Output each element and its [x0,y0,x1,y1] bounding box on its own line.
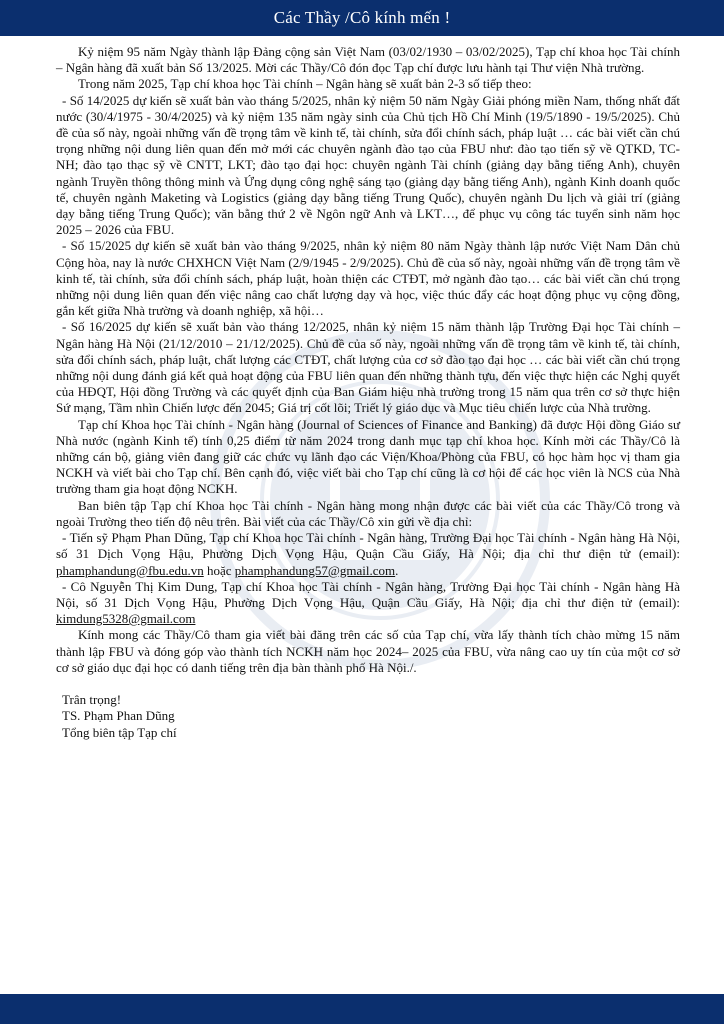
contact-1-connector: hoặc [203,562,235,578]
contact-2 [56,579,680,628]
signature-block [56,692,680,742]
paragraph-issue-14: - Số 14/2025 dự kiến sẽ xuất bản vào tháng 5/2025, nhân kỷ niệm 50 năm Ngày Giải phóng miền Nam, thống nhất đất nước (30/4/1975 - 30/4/2025) và kỷ niệm 135 năm ngày sinh của Chủ tịch Hồ Chí Minh (19/5/1890 - 19/5/2025). Chủ đề của số này, ngoài những vấn đề trọng tâm về kinh tế, tài chính, sửa đổi chính sách, pháp luật … các bài viết cần chú trọng những nội dung liên quan đến mở mới các chuyên ngành đào tạo của FBU như: đào tạo tiến sỹ về QTKD, TC-NH; đào tạo thạc sỹ về CNTT, LKT; đào tạo đại học: chuyên ngành Tài chính (giảng dạy bằng tiếng Anh), chuyên ngành Truyền thông thông minh và Ứng dụng công nghệ sáng tạo (giảng dạy bằng tiếng Anh), ngành Kinh doanh quốc tế, chuyên ngành Maketing và Logistics (giảng dạy bằng tiếng Trung Quốc), chuyên ngành Du lịch và giải trí (giảng dạy bằng tiếng Trung Quốc); văn bằng thứ 2 về Ngôn ngữ Anh và LKT…, để phục vụ công tác tuyển sinh năm học 2025 – 2026 của FBU. [56,92,680,238]
footer-bar [0,994,724,1024]
paragraph-intro: Kỷ niệm 95 năm Ngày thành lập Đảng cộng sản Việt Nam (03/02/1930 – 03/02/2025), Tạp chí khoa học Tài chính – Ngân hàng đã xuất bản Số 13/2025. Mời các Thầy/Cô đón đọc Tạp chí được lưu hành tại Thư viện Nhà trường. [56,44,680,76]
paragraph-closing: Kính mong các Thầy/Cô tham gia viết bài đăng trên các số của Tạp chí, vừa lấy thành tích chào mừng 15 năm thành lập FBU và đóng góp vào thành tích NCKH năm học 2024– 2025 của FBU, vừa nâng cao uy tín của một cơ sở cơ sở giáo dục đại học có danh tiếng trên địa bàn thành phố Hà Nội./. [56,627,680,675]
paragraph-issue-16: - Số 16/2025 dự kiến sẽ xuất bản vào tháng 12/2025, nhân kỷ niệm 15 năm thành lập Trường Đại học Tài chính – Ngân hàng Hà Nội (21/12/2010 – 21/12/2025). Chủ đề của số này, ngoài những vấn đề trọng tâm về kinh tế, tài chính, sửa đổi chính sách, pháp luật, chất lượng các CTĐT, chất lượng của cơ sở đào tạo đại học … các bài viết cần chú trọng những nội dung đánh giá kết quả hoạt động của FBU liên quan đến những thành tựu, đến việc thực hiện các Nghị quyết của HĐQT, Hội đồng Trường và các quyết định của Ban Giám hiệu nhà trường trong 15 năm qua trên cơ sở thực hiện Sứ mạng, Tầm nhìn Chiến lược đến 2045; Giá trị cốt lõi; Triết lý giáo dục và Mục tiêu chiến lược của Nhà trường. [56,319,680,416]
paragraph-submission: Ban biên tập Tạp chí Khoa học Tài chính - Ngân hàng mong nhận được các bài viết của các Thầy/Cô trong và ngoài Trường theo tiến độ nêu trên. Bài viết của các Thầy/Cô xin gửi về địa chỉ: [56,497,680,529]
email-link-3[interactable]: kimdung5328@gmail.com [56,611,196,627]
paragraph-issue-15: - Số 15/2025 dự kiến sẽ xuất bản vào tháng 9/2025, nhân kỷ niệm 80 năm Ngày thành lập nước Việt Nam Dân chủ Cộng hòa, nay là nước CHXHCN Việt Nam (2/9/1945 - 2/9/2025). Chủ đề của số này, ngoài những vấn đề trọng tâm về kinh tế, tài chính, sửa đổi chính sách, pháp luật, hoàn thiện các CTĐT, mở ngành đào tạo… các bài viết cần chú trọng những nội dung liên quan đến việc nâng cao chất lượng dạy và học, việc thúc đẩy các hoạt động phục vụ cộng đồng, gắn kết giữa Nhà trường và doanh nghiệp, xã hội… [56,238,680,319]
email-link-1[interactable]: phamphandung@fbu.edu.vn [56,562,204,578]
signature-greeting: Trân trọng! [62,691,122,707]
letter-body [56,44,680,741]
header-bar [0,0,724,36]
header-title: Các Thầy /Cô kính mến ! [273,8,451,27]
email-link-2[interactable]: phamphandung57@gmail.com [234,562,396,578]
contact-2-text: - Cô Nguyễn Thị Kim Dung, Tạp chí Khoa học Tài chính - Ngân hàng, Trường Đại học Tài chính - Ngân hàng Hà Nội, số 31 Dịch Vọng Hậu, Phường Dịch Vọng Hậu, Quận Cầu Giấy, Hà Nội; địa chỉ thư điện tử (email): [56,578,680,610]
contact-1-text: - Tiến sỹ Phạm Phan Dũng, Tạp chí Khoa học Tài chính - Ngân hàng, Trường Đại học Tài chính - Ngân hàng Hà Nội, số 31 Dịch Vọng Hậu, Phường Dịch Vọng Hậu, Quận Cầu Giấy, Hà Nội; địa chỉ thư điện tử (email): [56,530,680,562]
contact-1 [56,530,680,579]
contact-1-end: . [395,562,399,578]
signature-name: TS. Phạm Phan Dũng [62,708,175,724]
paragraph-plan: Trong năm 2025, Tạp chí khoa học Tài chính – Ngân hàng sẽ xuất bản 2-3 số tiếp theo: [78,76,532,92]
signature-role: Tổng biên tập Tạp chí [62,724,177,740]
paragraph-journal-info: Tạp chí Khoa học Tài chính - Ngân hàng (Journal of Sciences of Finance and Banking) đã được Hội đồng Giáo sư Nhà nước (ngành Kinh tế) tính 0,25 điểm từ năm 2024 trong danh mục tạp chí khoa học. Kính mời các Thầy/Cô là những cán bộ, giảng viên đang giữ các chức vụ lãnh đạo các Viện/Khoa/Phòng của FBU, có học hàm học vị tham gia NCKH và viết bài cho Tạp chí. Bên cạnh đó, việc viết bài cho Tạp chí cũng là cơ hội để các học viên là NCS của Nhà trường tham gia hoạt động NCKH. [56,416,680,497]
